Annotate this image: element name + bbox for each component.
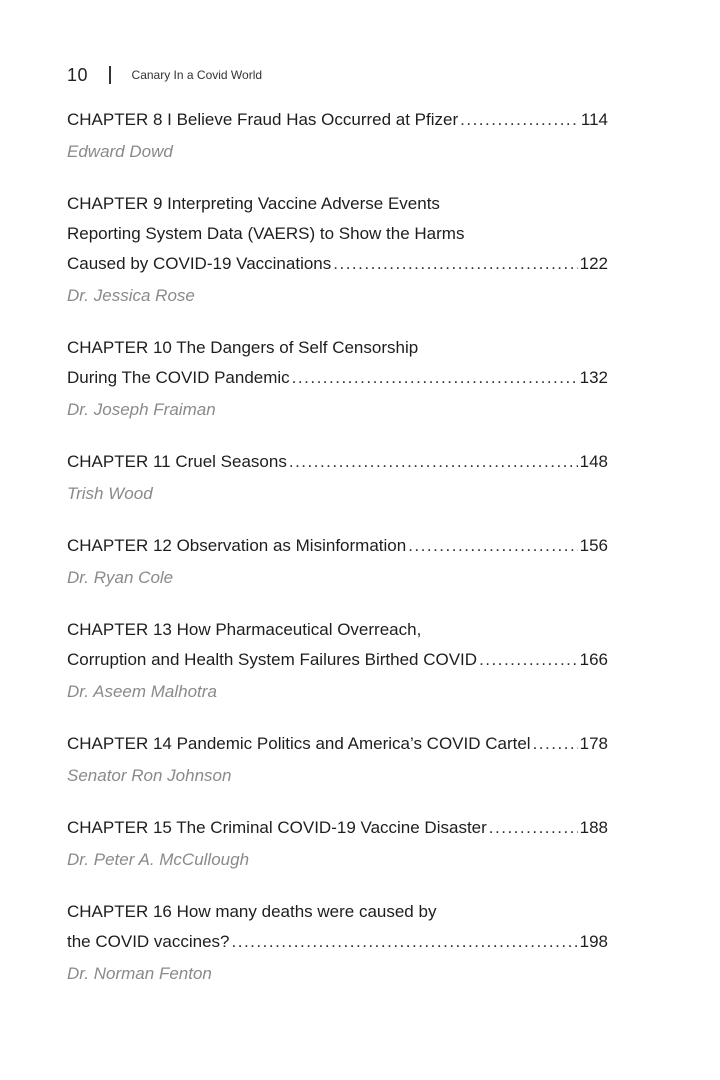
- table-of-contents: [67, 105, 608, 989]
- page-ref: 114: [580, 110, 608, 129]
- chapter-title-line: CHAPTER 16 How many deaths were caused by: [67, 902, 437, 921]
- entry-spacer: [67, 875, 608, 897]
- chapter-title-line: the COVID vaccines?: [67, 932, 230, 951]
- running-head: [67, 62, 262, 88]
- toc-entry-line-with-page: [67, 729, 608, 759]
- page-ref: 178: [579, 734, 608, 753]
- toc-entry: [67, 729, 608, 791]
- chapter-title-line: CHAPTER 8 I Believe Fraud Has Occurred at Pfizer: [67, 110, 459, 129]
- toc-entry: [67, 333, 608, 425]
- page-ref: 148: [579, 452, 608, 471]
- chapter-author: Dr. Peter A. McCullough: [67, 850, 250, 869]
- chapter-author: Edward Dowd: [67, 142, 173, 161]
- page-ref: 122: [579, 254, 608, 273]
- toc-entry: [67, 189, 608, 311]
- toc-entry-line-with-page: [67, 531, 608, 561]
- chapter-author: Trish Wood: [67, 484, 153, 503]
- toc-entry-line-with-page: [67, 447, 608, 477]
- dot-leader: [533, 729, 578, 759]
- page-ref: 166: [579, 650, 608, 669]
- page-ref: 156: [579, 536, 608, 555]
- chapter-title-line: CHAPTER 11 Cruel Seasons: [67, 452, 287, 471]
- chapter-author: Dr. Aseem Malhotra: [67, 682, 217, 701]
- header-divider: [109, 66, 111, 84]
- chapter-title-line: CHAPTER 12 Observation as Misinformation: [67, 536, 407, 555]
- toc-entry-line-with-page: [67, 105, 608, 135]
- dot-leader: [408, 531, 577, 561]
- book-title: Canary In a Covid World: [131, 68, 263, 82]
- dot-leader: [292, 363, 578, 393]
- dot-leader: [489, 813, 578, 843]
- chapter-title-line: CHAPTER 14 Pandemic Politics and America’s COVID Cartel: [67, 734, 531, 753]
- toc-entry-line-with-page: [67, 249, 608, 279]
- page-ref: 188: [579, 818, 608, 837]
- chapter-author: Senator Ron Johnson: [67, 766, 232, 785]
- chapter-title-line: Caused by COVID-19 Vaccinations: [67, 254, 332, 273]
- chapter-title-line: Corruption and Health System Failures Birthed COVID: [67, 650, 478, 669]
- entry-spacer: [67, 167, 608, 189]
- entry-spacer: [67, 509, 608, 531]
- toc-entry-line-with-page: [67, 813, 608, 843]
- chapter-title-line: Reporting System Data (VAERS) to Show the Harms: [67, 224, 465, 243]
- chapter-author: Dr. Jessica Rose: [67, 286, 195, 305]
- entry-spacer: [67, 425, 608, 447]
- dot-leader: [479, 645, 578, 675]
- toc-entry-line-with-page: [67, 645, 608, 675]
- toc-entry-line-with-page: [67, 927, 608, 957]
- toc-entry: [67, 615, 608, 707]
- entry-spacer: [67, 593, 608, 615]
- chapter-title-line: CHAPTER 9 Interpreting Vaccine Adverse Events: [67, 194, 440, 213]
- entry-spacer: [67, 791, 608, 813]
- toc-entry: [67, 531, 608, 593]
- page-ref: 198: [579, 932, 608, 951]
- dot-leader: [289, 447, 578, 477]
- toc-entry: [67, 447, 608, 509]
- toc-entry: [67, 105, 608, 167]
- chapter-title-line: CHAPTER 10 The Dangers of Self Censorship: [67, 338, 419, 357]
- chapter-title-line: CHAPTER 15 The Criminal COVID-19 Vaccine Disaster: [67, 818, 487, 837]
- page-number: 10: [67, 64, 89, 85]
- dot-leader: [232, 927, 578, 957]
- toc-entry: [67, 897, 608, 989]
- chapter-author: Dr. Norman Fenton: [67, 964, 212, 983]
- toc-entry-line-with-page: [67, 363, 608, 393]
- chapter-author: Dr. Ryan Cole: [67, 568, 174, 587]
- dot-leader: [460, 105, 579, 135]
- entry-spacer: [67, 311, 608, 333]
- chapter-title-line: During The COVID Pandemic: [67, 368, 290, 387]
- entry-spacer: [67, 707, 608, 729]
- chapter-title-line: CHAPTER 13 How Pharmaceutical Overreach,: [67, 620, 422, 639]
- dot-leader: [333, 249, 577, 279]
- page-ref: 132: [579, 368, 608, 387]
- chapter-author: Dr. Joseph Fraiman: [67, 400, 216, 419]
- toc-entry: [67, 813, 608, 875]
